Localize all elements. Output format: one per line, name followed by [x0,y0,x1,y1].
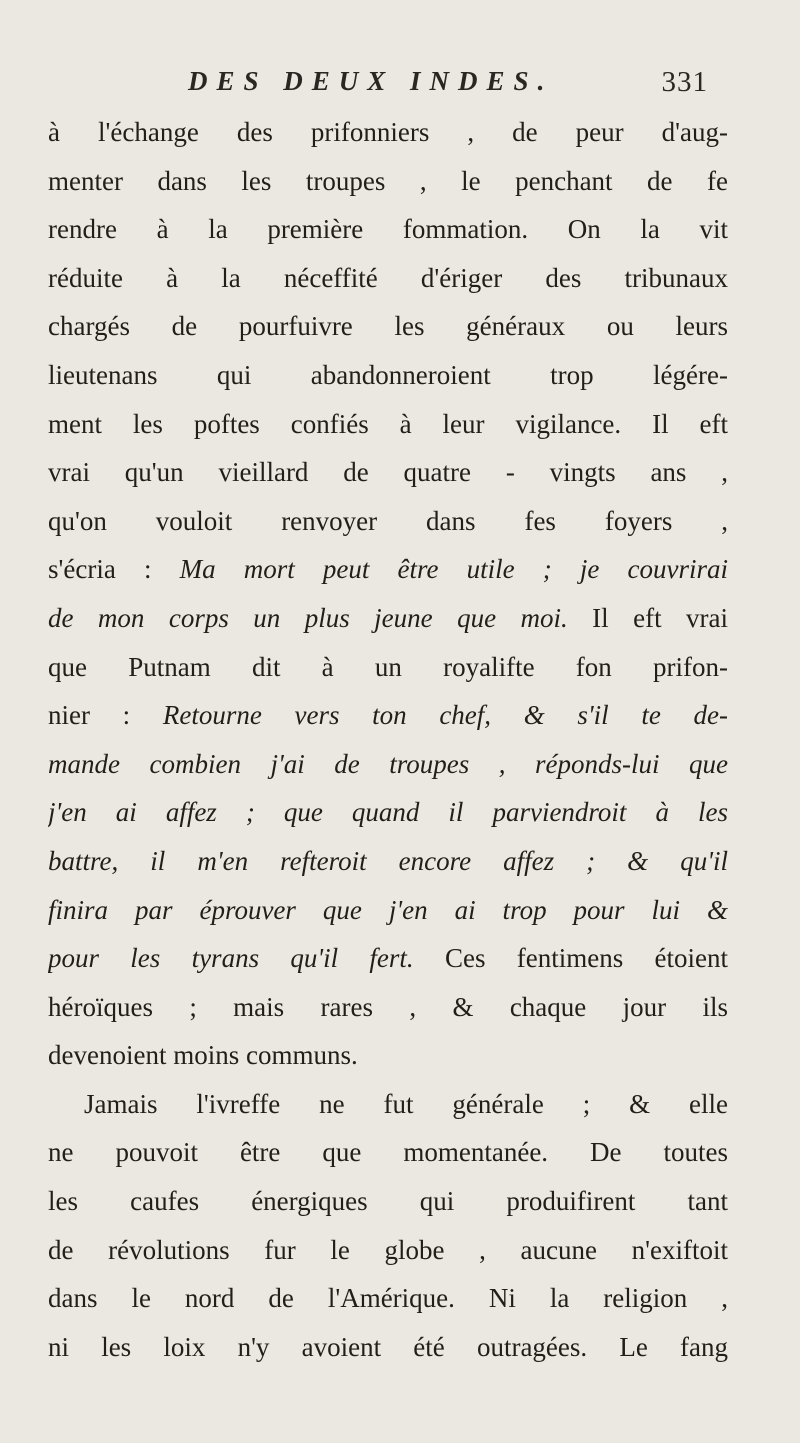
roman-segment: Il eft vrai [567,602,728,633]
text-line: vrai qu'un vieillard de quatre - vingts ans , [48,457,728,488]
text-line: réduite à la néceffité d'ériger des tribunaux [48,262,728,293]
italic-quote-segment: Retourne vers ton chef, & s'il te de- [162,700,728,731]
page-number: 331 [661,66,708,98]
text-line: ni les loix n'y avoient été outragées. Le fang [48,1331,728,1362]
italic-quote-segment: Ma mort peut être utile ; je couvrirai [179,554,728,585]
text-line: les caufes énergiques qui produifirent tant [48,1186,728,1217]
italic-quote-line: j'en ai affez ; que quand il parviendroit à les [48,797,728,828]
body-text [48,108,728,1371]
text-line: que Putnam dit à un royalifte fon prifon- [48,651,728,682]
italic-quote-segment: pour les tyrans qu'il fert. [48,943,414,974]
text-line-mixed [48,594,728,643]
running-head: DES DEUX INDES. [188,66,554,96]
paragraph-start-line: Jamais l'ivreffe ne fut générale ; & elle [84,1088,728,1119]
italic-quote-line: finira par éprouver que j'en ai trop pour lui & [48,894,728,925]
text-line: ment les poftes confiés à leur vigilance. Il eft [48,408,728,439]
roman-segment: Ces fentimens étoient [413,943,728,974]
roman-segment: nier : [48,700,163,731]
text-line: de révolutions fur le globe , aucune n'exiftoit [48,1234,728,1265]
text-line: dans le nord de l'Amérique. Ni la religion , [48,1283,728,1314]
italic-quote-line: battre, il m'en refteroit encore affez ; & qu'il [48,845,728,876]
text-line-mixed [48,691,728,740]
paragraph-end-line: devenoient moins communs. [48,1040,358,1071]
text-line: menter dans les troupes , le penchant de fe [48,165,728,196]
text-line: ne pouvoit être que momentanée. De toutes [48,1137,728,1168]
page-header [188,66,708,106]
text-line: qu'on vouloit renvoyer dans fes foyers , [48,505,728,536]
text-line: chargés de pourfuivre les généraux ou leurs [48,311,728,342]
roman-segment: s'écria : [48,554,180,585]
italic-quote-line: mande combien j'ai de troupes , réponds-lui que [48,748,728,779]
text-line: lieutenans qui abandonneroient trop légére- [48,359,728,390]
text-line: héroïques ; mais rares , & chaque jour ils [48,991,728,1022]
text-line-mixed [48,934,728,983]
text-line-mixed [48,545,728,594]
text-line: rendre à la première fommation. On la vit [48,214,728,245]
text-line: à l'échange des prifonniers , de peur d'aug- [48,117,728,147]
italic-quote-segment: de mon corps un plus jeune que moi. [48,602,568,633]
